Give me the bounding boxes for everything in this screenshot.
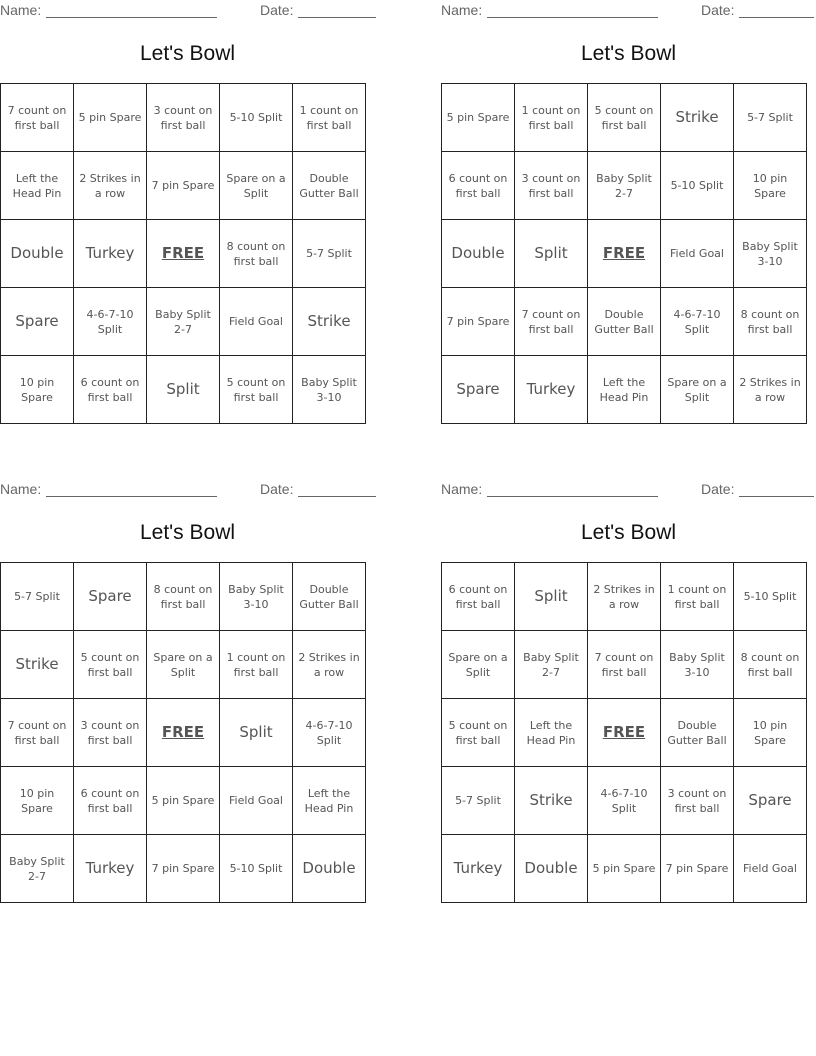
grid-cell: 4-6-7-10 Split: [661, 288, 734, 356]
grid-cell: 1 count on first ball: [220, 631, 293, 699]
card-title: Let's Bowl: [580, 42, 677, 65]
grid-cell: Spare on a Split: [220, 152, 293, 220]
name-label: Name:: [0, 481, 42, 497]
date-blank-line: [739, 496, 814, 497]
grid-cell: Baby Split 3-10: [661, 631, 734, 699]
name-label: Name:: [0, 2, 42, 18]
grid-cell: Double: [293, 835, 366, 903]
grid-row: [1, 767, 366, 835]
grid-cell: 3 count on first ball: [515, 152, 588, 220]
grid-cell: 4-6-7-10 Split: [293, 699, 366, 767]
date-blank-line: [298, 17, 376, 18]
grid-cell: 7 pin Spare: [442, 288, 515, 356]
bingo-grid: [441, 562, 807, 903]
grid-cell: Spare on a Split: [661, 356, 734, 424]
grid-cell: 7 count on first ball: [588, 631, 661, 699]
grid-cell: 3 count on first ball: [661, 767, 734, 835]
grid-cell: 2 Strikes in a row: [588, 563, 661, 631]
bingo-card-1: [0, 0, 375, 432]
card-title: Let's Bowl: [580, 521, 677, 544]
grid-cell: 6 count on first ball: [74, 767, 147, 835]
date-label: Date:: [701, 2, 735, 18]
grid-cell: Left the Head Pin: [515, 699, 588, 767]
grid-cell: 10 pin Spare: [734, 699, 807, 767]
free-space: FREE: [588, 220, 661, 288]
grid-cell: 10 pin Spare: [1, 767, 74, 835]
grid-row: [442, 835, 807, 903]
grid-cell: 5-7 Split: [734, 84, 807, 152]
grid-cell: Turkey: [515, 356, 588, 424]
grid-row: [442, 288, 807, 356]
grid-cell: Baby Split 2-7: [588, 152, 661, 220]
grid-cell: 5 count on first ball: [588, 84, 661, 152]
grid-cell: Strike: [661, 84, 734, 152]
grid-cell: Split: [515, 563, 588, 631]
grid-cell: 5 count on first ball: [442, 699, 515, 767]
grid-row: [442, 220, 807, 288]
name-blank-line: [46, 496, 217, 497]
grid-cell: 5-10 Split: [661, 152, 734, 220]
date-label: Date:: [701, 481, 735, 497]
grid-cell: 2 Strikes in a row: [734, 356, 807, 424]
grid-cell: 5 pin Spare: [74, 84, 147, 152]
grid-cell: 7 count on first ball: [1, 84, 74, 152]
grid-row: [1, 835, 366, 903]
name-blank-line: [487, 17, 658, 18]
grid-cell: 8 count on first ball: [734, 288, 807, 356]
grid-cell: 10 pin Spare: [1, 356, 74, 424]
name-blank-line: [46, 17, 217, 18]
grid-cell: Field Goal: [220, 288, 293, 356]
grid-cell: Left the Head Pin: [1, 152, 74, 220]
grid-cell: 5 pin Spare: [147, 767, 220, 835]
grid-cell: 1 count on first ball: [293, 84, 366, 152]
card-title: Let's Bowl: [139, 521, 236, 544]
grid-cell: Baby Split 2-7: [515, 631, 588, 699]
grid-cell: 5-10 Split: [220, 84, 293, 152]
bingo-card-4: [441, 479, 816, 911]
grid-cell: 5-7 Split: [1, 563, 74, 631]
grid-row: [1, 152, 366, 220]
name-label: Name:: [441, 2, 483, 18]
grid-cell: Spare: [734, 767, 807, 835]
grid-cell: Double Gutter Ball: [588, 288, 661, 356]
grid-cell: Baby Split 2-7: [1, 835, 74, 903]
name-blank-line: [487, 496, 658, 497]
date-label: Date:: [260, 481, 294, 497]
grid-cell: 4-6-7-10 Split: [588, 767, 661, 835]
grid-cell: 5-7 Split: [442, 767, 515, 835]
grid-cell: 5-10 Split: [220, 835, 293, 903]
grid-cell: 6 count on first ball: [442, 563, 515, 631]
grid-cell: Double Gutter Ball: [661, 699, 734, 767]
grid-row: [442, 84, 807, 152]
grid-cell: 1 count on first ball: [661, 563, 734, 631]
grid-cell: 7 pin Spare: [147, 835, 220, 903]
grid-cell: Turkey: [74, 835, 147, 903]
grid-row: [1, 220, 366, 288]
grid-cell: Field Goal: [734, 835, 807, 903]
grid-cell: Baby Split 3-10: [220, 563, 293, 631]
grid-cell: 4-6-7-10 Split: [74, 288, 147, 356]
grid-cell: Strike: [515, 767, 588, 835]
bingo-grid: [441, 83, 807, 424]
grid-cell: Turkey: [74, 220, 147, 288]
grid-cell: 1 count on first ball: [515, 84, 588, 152]
grid-cell: Spare on a Split: [442, 631, 515, 699]
grid-row: [1, 699, 366, 767]
grid-cell: Baby Split 3-10: [293, 356, 366, 424]
grid-cell: 8 count on first ball: [734, 631, 807, 699]
grid-cell: 6 count on first ball: [442, 152, 515, 220]
grid-cell: 5-7 Split: [293, 220, 366, 288]
card-header: [441, 0, 816, 22]
free-space: FREE: [147, 220, 220, 288]
date-blank-line: [298, 496, 376, 497]
bingo-card-2: [441, 0, 816, 432]
grid-cell: Double: [515, 835, 588, 903]
grid-row: [442, 563, 807, 631]
grid-cell: 3 count on first ball: [147, 84, 220, 152]
grid-cell: Turkey: [442, 835, 515, 903]
free-space: FREE: [588, 699, 661, 767]
grid-cell: Spare: [74, 563, 147, 631]
grid-cell: Double Gutter Ball: [293, 563, 366, 631]
grid-cell: 3 count on first ball: [74, 699, 147, 767]
grid-cell: Double: [1, 220, 74, 288]
grid-cell: Field Goal: [661, 220, 734, 288]
grid-cell: 2 Strikes in a row: [74, 152, 147, 220]
bingo-grid: [0, 83, 366, 424]
grid-cell: 5 count on first ball: [74, 631, 147, 699]
grid-row: [442, 356, 807, 424]
grid-cell: Strike: [293, 288, 366, 356]
grid-cell: Baby Split 2-7: [147, 288, 220, 356]
grid-cell: 10 pin Spare: [734, 152, 807, 220]
bingo-card-3: [0, 479, 375, 911]
free-space: FREE: [147, 699, 220, 767]
grid-cell: 2 Strikes in a row: [293, 631, 366, 699]
grid-cell: Spare on a Split: [147, 631, 220, 699]
grid-cell: Spare: [442, 356, 515, 424]
grid-cell: Strike: [1, 631, 74, 699]
grid-row: [1, 84, 366, 152]
grid-cell: 7 pin Spare: [661, 835, 734, 903]
grid-row: [442, 152, 807, 220]
grid-row: [1, 356, 366, 424]
card-title: Let's Bowl: [139, 42, 236, 65]
date-label: Date:: [260, 2, 294, 18]
grid-cell: Left the Head Pin: [588, 356, 661, 424]
grid-cell: 5 count on first ball: [220, 356, 293, 424]
grid-cell: 5-10 Split: [734, 563, 807, 631]
bingo-grid: [0, 562, 366, 903]
grid-cell: Split: [147, 356, 220, 424]
grid-row: [442, 767, 807, 835]
grid-cell: Split: [220, 699, 293, 767]
grid-cell: 7 count on first ball: [1, 699, 74, 767]
grid-cell: 8 count on first ball: [220, 220, 293, 288]
grid-cell: 5 pin Spare: [588, 835, 661, 903]
grid-cell: 7 count on first ball: [515, 288, 588, 356]
grid-cell: 5 pin Spare: [442, 84, 515, 152]
grid-row: [1, 631, 366, 699]
grid-cell: Baby Split 3-10: [734, 220, 807, 288]
grid-cell: Left the Head Pin: [293, 767, 366, 835]
grid-cell: 6 count on first ball: [74, 356, 147, 424]
grid-cell: Double: [442, 220, 515, 288]
card-header: [0, 479, 375, 501]
grid-cell: Double Gutter Ball: [293, 152, 366, 220]
grid-cell: Split: [515, 220, 588, 288]
grid-cell: 7 pin Spare: [147, 152, 220, 220]
grid-row: [442, 631, 807, 699]
grid-row: [442, 699, 807, 767]
grid-row: [1, 563, 366, 631]
card-header: [0, 0, 375, 22]
name-label: Name:: [441, 481, 483, 497]
date-blank-line: [739, 17, 814, 18]
grid-row: [1, 288, 366, 356]
grid-cell: 8 count on first ball: [147, 563, 220, 631]
card-header: [441, 479, 816, 501]
grid-cell: Field Goal: [220, 767, 293, 835]
grid-cell: Spare: [1, 288, 74, 356]
